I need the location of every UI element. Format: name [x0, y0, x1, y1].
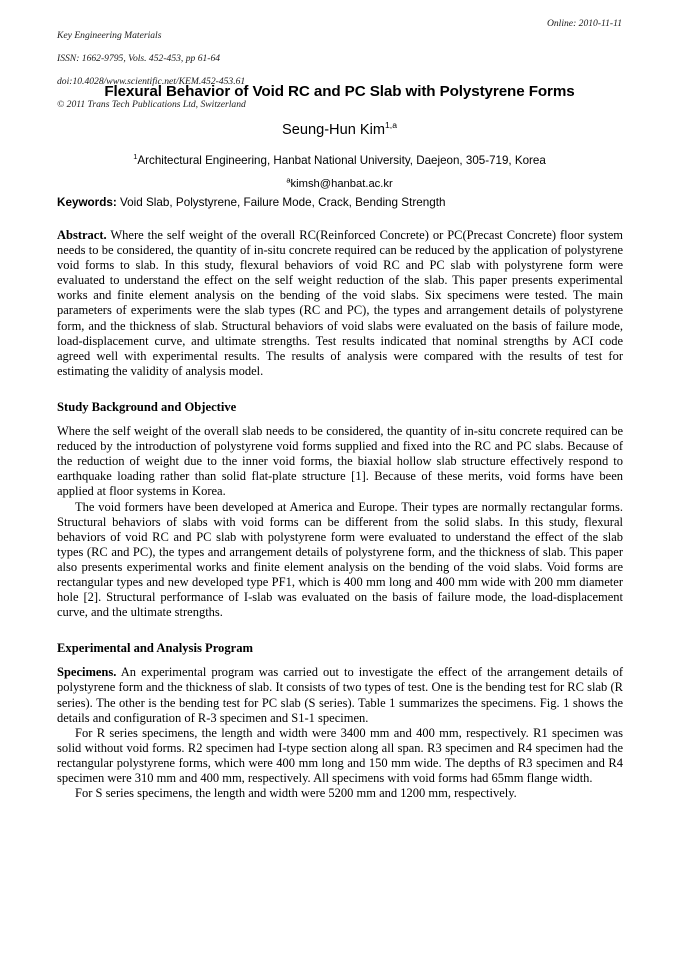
affiliation-text: Architectural Engineering, Hanbat National University, Daejeon, 305-719, Korea — [137, 154, 546, 167]
paragraph-specimens-1 — [57, 665, 623, 725]
keywords-value: Void Slab, Polystyrene, Failure Mode, Crack, Bending Strength — [116, 196, 446, 209]
author-name — [57, 101, 622, 139]
section-heading-study-background: Study Background and Objective — [57, 399, 237, 414]
abstract-paragraph — [57, 228, 623, 379]
title-block — [57, 82, 622, 192]
email-text: kimsh@hanbat.ac.kr — [290, 178, 393, 190]
abstract-label: Abstract. — [57, 228, 107, 242]
journal-copyright: © 2011 Trans Tech Publications Ltd, Switzerland — [57, 99, 246, 111]
online-date: Online: 2010-11-11 — [546, 18, 622, 29]
paragraph-s-series: For S series specimens, the length and width were 5200 mm and 1200 mm, respectively. — [75, 786, 517, 801]
keywords-line — [57, 195, 623, 210]
author-affiliation — [57, 139, 622, 168]
author-email — [57, 168, 622, 192]
paragraph-study-background-1: Where the self weight of the overall slab needs to be considered, the quantity of in-situ concrete required can be reduced by the introduction of polystyrene void forms supplied and fixed into the RC and PC slabs. Because of the reduction of weight due to the inner void forms, the biaxial hollow slab structure effectively respond to earthquake loading rather than solid flat-plate structure [1]. Because of these merits, void forms have been applied at floor systems in Korea. — [57, 424, 623, 499]
abstract-text: Where the self weight of the overall RC(Reinforced Concrete) or PC(Precast Concrete) floor system needs to be considered, the quantity of in-situ concrete required can be reduced by the application of polystyrene void forms to slab. In this study, flexural behaviors of void RC and PC slab with polystyrene form were evaluated to understand the effect on the self weight reduction of the slab. This paper presents experimental works and finite element analysis on the bending of the void slabs. Six specimens were tested. The main parameters of experiments were the slab types (RC and PC), the types and arrangement details of polystyrene form, and the thickness of slab. Structural behaviors of void slabs were evaluated on the basis of failure mode, load-displacement curve, and ultimate strengths. Test results indicated that nominal strengths by ACI code agreed well with experimental results. The results of analysis were compared with the results of test for estimating the validity of analysis model. — [57, 228, 623, 378]
paragraph-study-background-2: The void formers have been developed at America and Europe. Their types are normally rectangular forms. Structural behaviors of slabs with void forms can be different from the solid slabs. In this study, flexural behaviors of void RC and PC slab with polystyrene form were evaluated to understand the effect of the slab types (RC and PC), the types and arrangement details of polystyrene form, and the thickness of slab. This paper also presents experimental works and finite element analysis on the bending of the void slabs. Void forms are rectangular types and new developed type PF1, which is 400 mm long and 400 mm wide with 200 mm diameter hole [2]. Structural performance of I-slab was evaluated on the basis of failure mode, the load-displacement curve, and the ultimate strengths. — [57, 499, 623, 620]
author-name-text: Seung-Hun Kim — [282, 122, 386, 138]
journal-name: Key Engineering Materials — [57, 29, 162, 41]
keywords-label: Keywords: — [57, 196, 117, 209]
journal-issn: ISSN: 1662-9795, Vols. 452-453, pp 61-64 — [57, 52, 221, 64]
body-column — [57, 195, 623, 801]
section-heading-experimental-program: Experimental and Analysis Program — [57, 641, 254, 656]
email-marker: a — [286, 175, 291, 185]
journal-doi: doi:10.4028/www.scientific.net/KEM.452-453.61 — [57, 75, 246, 87]
affiliation-marker: 1 — [133, 152, 138, 162]
page-title: Flexural Behavior of Void RC and PC Slab with Polystyrene Forms — [104, 83, 575, 100]
specimens-run-in-label: Specimens. — [57, 665, 117, 680]
author-affiliation-marker: 1,a — [385, 120, 397, 131]
specimens-text: An experimental program was carried out to investigate the effect of the arrangement details of polystyrene form and the thickness of slab. It consists of two types of test. One is the bending test for RC slab (R series). The other is the bending test for PC slab (S series). Table 1 summarizes the specimens. Fig. 1 shows the details and configuration of R-3 specimen and S1-1 specimen. — [57, 665, 623, 725]
paragraph-r-series: For R series specimens, the length and width were 3400 mm and 400 mm, respectively. R1 specimen was solid without void forms. R2 specimen had I-type section along all span. R3 specimen and R4 specimen had the rectangular polystyrene forms, which were 400 mm long and 150 mm wide. The depths of R3 specimen and R4 specimen were 310 mm and 400 mm, respectively. All specimens with void forms had 65mm flange width. — [57, 725, 623, 785]
